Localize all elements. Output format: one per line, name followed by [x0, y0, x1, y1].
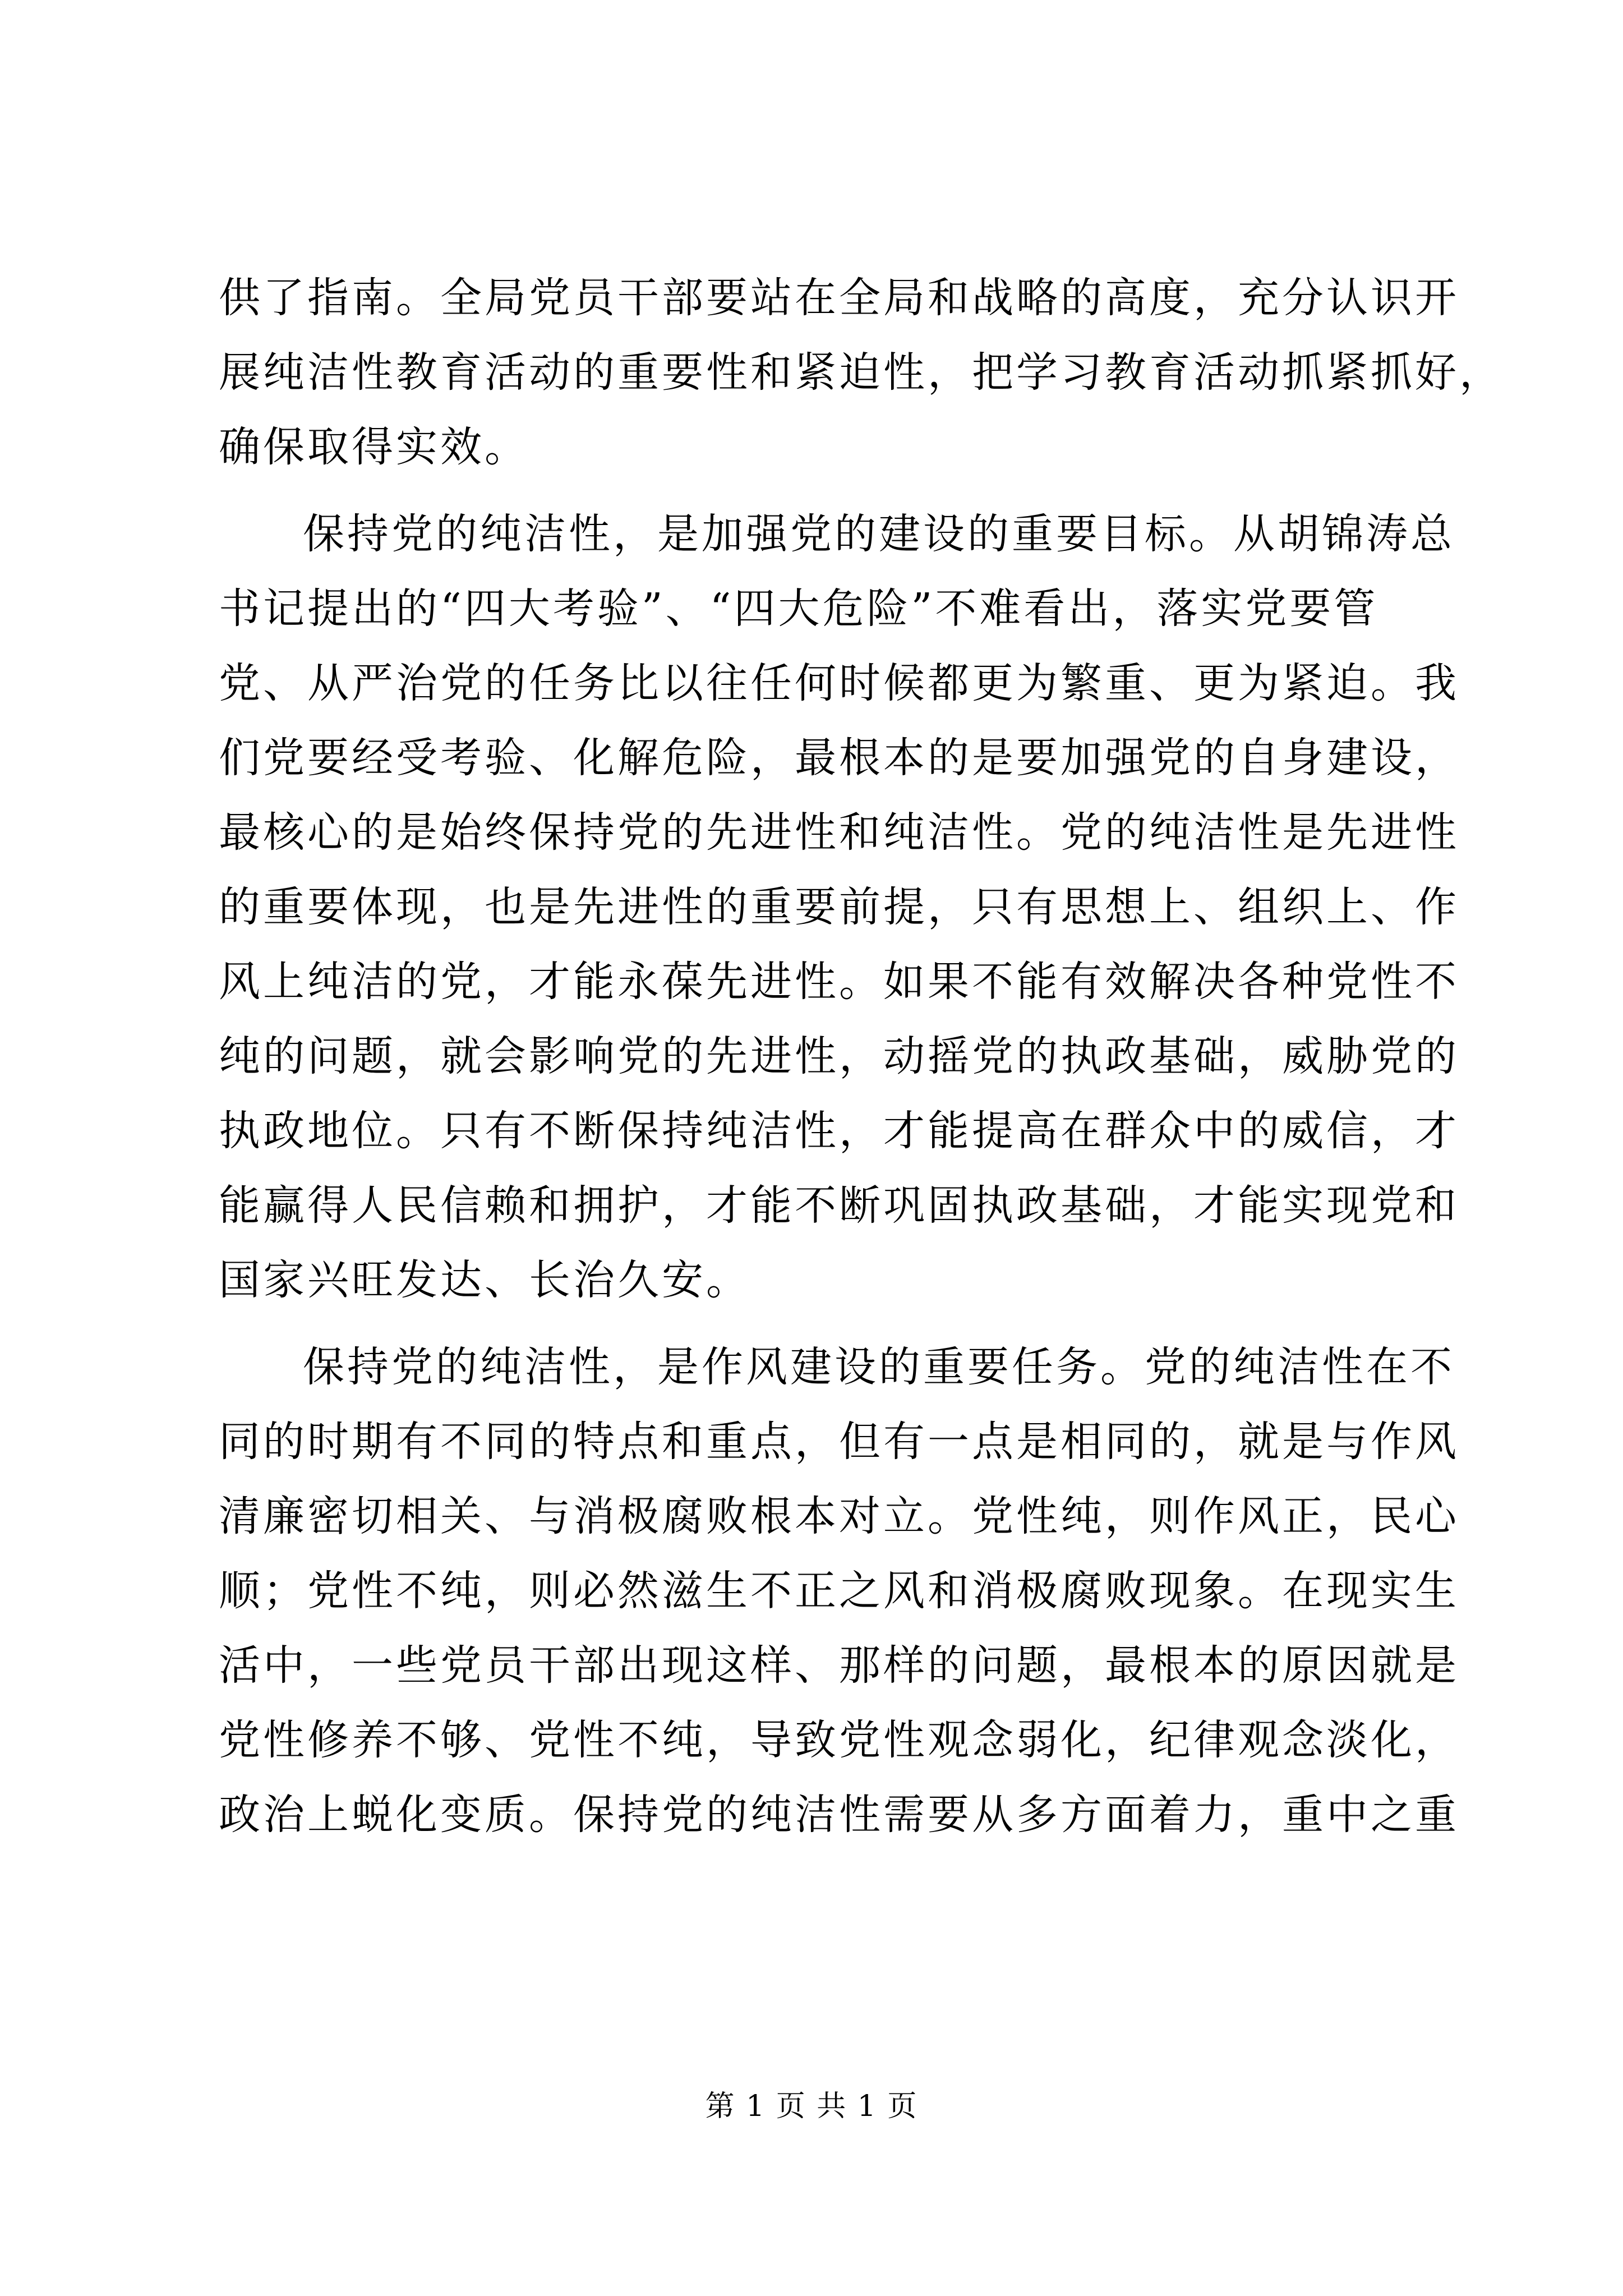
paragraph-3	[219, 1330, 1459, 1852]
paragraph-line: 党、从严治党的任务比以往任何时候都更为繁重、更为紧迫。我	[219, 659, 1459, 707]
paragraph-line: 确保取得实效。	[219, 423, 529, 471]
paragraph-line: 执政地位。只有不断保持纯洁性，才能提高在群众中的威信，才	[219, 1107, 1459, 1155]
paragraph-line: 党性修养不够、党性不纯，导致党性观念弱化，纪律观念淡化，	[219, 1716, 1459, 1764]
paragraph-line: 供了指南。全局党员干部要站在全局和战略的高度，充分认识开	[219, 274, 1459, 322]
paragraph-1	[219, 261, 1504, 485]
paragraph-line: 最核心的是始终保持党的先进性和纯洁性。党的纯洁性是先进性	[219, 808, 1459, 857]
paragraph-line: 书记提出的“四大考验”、“四大危险”不难看出，落实党要管	[219, 585, 1378, 633]
paragraph-line: 同的时期有不同的特点和重点，但有一点是相同的，就是与作风	[219, 1418, 1459, 1466]
document-body	[219, 261, 1504, 1852]
paragraph-line: 保持党的纯洁性，是加强党的建设的重要目标。从胡锦涛总	[303, 510, 1455, 558]
paragraph-2	[219, 497, 1459, 1318]
paragraph-line: 展纯洁性教育活动的重要性和紧迫性，把学习教育活动抓紧抓好，	[219, 348, 1504, 397]
paragraph-line: 活中，一些党员干部出现这样、那样的问题，最根本的原因就是	[219, 1641, 1459, 1690]
page-number-footer: 第 1 页 共 1 页	[705, 2090, 918, 2123]
paragraph-line: 保持党的纯洁性，是作风建设的重要任务。党的纯洁性在不	[303, 1343, 1455, 1391]
paragraph-line: 清廉密切相关、与消极腐败根本对立。党性纯，则作风正，民心	[219, 1492, 1459, 1540]
paragraph-line: 们党要经受考验、化解危险，最根本的是要加强党的自身建设，	[219, 734, 1459, 782]
paragraph-line: 能赢得人民信赖和拥护，才能不断巩固执政基础，才能实现党和	[219, 1181, 1459, 1230]
paragraph-line: 纯的问题，就会影响党的先进性，动摇党的执政基础，威胁党的	[219, 1032, 1459, 1080]
paragraph-line: 国家兴旺发达、长治久安。	[219, 1256, 750, 1304]
paragraph-line: 的重要体现，也是先进性的重要前提，只有思想上、组织上、作	[219, 883, 1459, 931]
paragraph-line: 政治上蜕化变质。保持党的纯洁性需要从多方面着力，重中之重	[219, 1791, 1459, 1839]
paragraph-line: 顺；党性不纯，则必然滋生不正之风和消极腐败现象。在现实生	[219, 1567, 1459, 1615]
paragraph-line: 风上纯洁的党，才能永葆先进性。如果不能有效解决各种党性不	[219, 958, 1459, 1006]
